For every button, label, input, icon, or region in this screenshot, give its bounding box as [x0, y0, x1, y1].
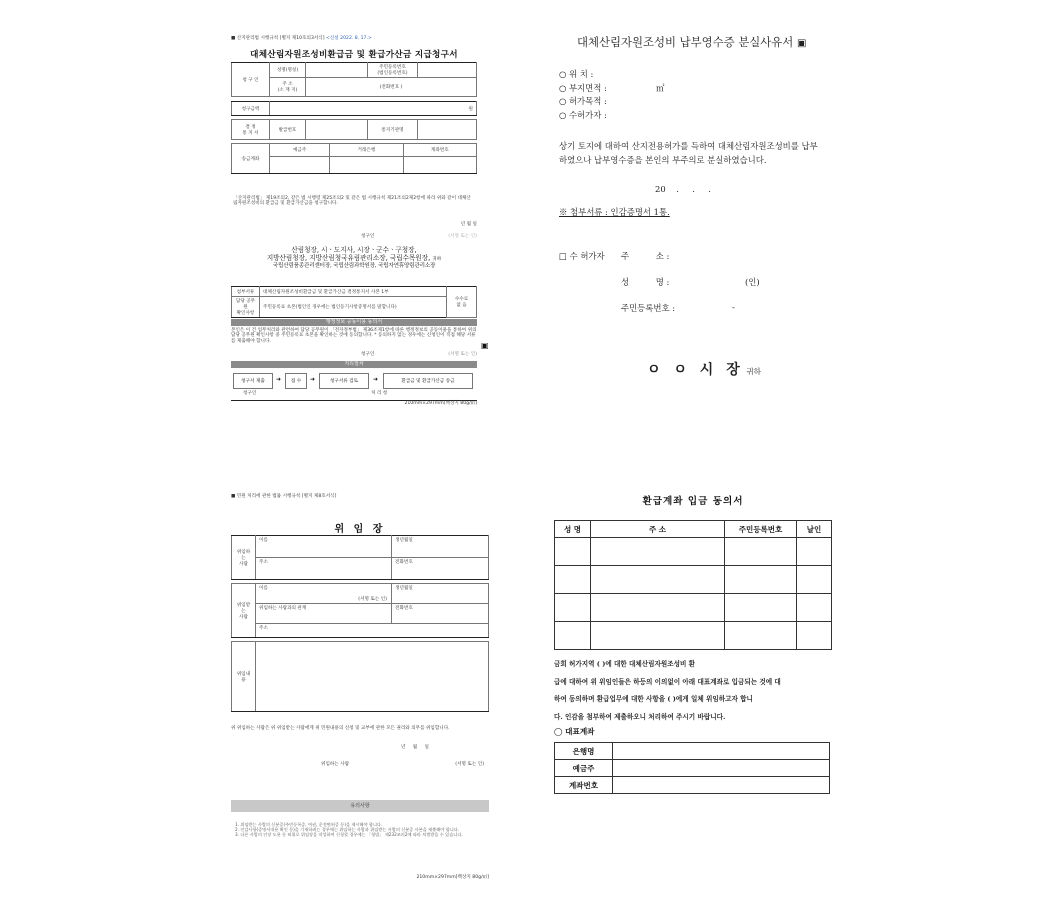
doc1-paper: 210mm×297mm[백상지 80g/㎡] — [231, 400, 477, 406]
doc1-claimant-label: 청 구 인 — [232, 63, 270, 97]
doc4-para-1: 금회 허가지역 ( )에 대한 대체산림자원조성비 환 — [554, 660, 696, 668]
doc3-paper: 210mm×297mm[백상지 80g/㎡] — [416, 875, 489, 880]
doc2-rrn-dash: - — [732, 302, 735, 312]
doc3-content-label: 위임내용 — [232, 642, 256, 712]
doc1-decision-table — [231, 119, 477, 140]
doc3-note-3: 3. 다른 사람의 인장 도용 등 허위로 위임장을 작성하여 신청할 경우에는 「형법」 제232조의2에 따라 처벌받을 수 있습니다. — [235, 831, 463, 837]
doc3-date-line: 년 월 일 — [401, 745, 429, 750]
doc1-bank-label: 거래은행 — [330, 144, 403, 157]
doc3-note-1: 1. 위임받는 사람의 신분증(주민등록증, 여권, 운전면허증 등)을 제시해야 합니다. — [235, 822, 383, 827]
doc4-account-table — [554, 742, 830, 794]
table-cell[interactable] — [797, 594, 832, 622]
doc1-amount-field[interactable]: 원 — [270, 102, 477, 116]
doc1-name-field[interactable] — [306, 63, 368, 78]
table-cell[interactable] — [725, 622, 797, 650]
doc1-amount-label: 청구금액 — [232, 102, 270, 116]
doc2-item-4: ○ 수허가자 : — [559, 110, 607, 120]
doc1-attach-label: 첨부서류 — [232, 287, 260, 297]
doc4-paragraph — [554, 656, 832, 726]
doc3-form — [231, 494, 489, 884]
doc3-notes-title: 유의사항 — [231, 800, 489, 812]
doc3-delegatee-name[interactable]: 이름 (서명 또는 인) — [256, 584, 392, 604]
doc1-verify-label: 담당 공무원 확인사항 — [232, 297, 260, 318]
doc4-rep-label: ◯ 대표계좌 — [554, 727, 595, 736]
doc1-form — [231, 36, 489, 406]
doc1-account-no-label: 계좌번호 — [403, 144, 476, 157]
table-cell[interactable] — [725, 538, 797, 566]
doc4-header-rrn: 주민등록번호 — [725, 521, 797, 538]
doc2-title: 대체산림자원조성비 납부영수증 분실사유서 ▣ — [577, 35, 807, 49]
doc4-account-no-field[interactable] — [613, 777, 830, 794]
table-cell[interactable] — [725, 594, 797, 622]
table-cell[interactable] — [591, 594, 725, 622]
doc3-delegatee-label: 위임받는 사람 — [232, 584, 256, 638]
doc1-name-label: 성명(명칭) — [270, 63, 306, 78]
arrow-right-icon: ➜ — [276, 376, 282, 383]
doc2-body-1: 상기 토지에 대하여 산지전용허가를 득하여 대체산림자원조성비를 납부 — [559, 141, 818, 151]
doc1-bank-field[interactable] — [330, 156, 403, 173]
doc2-mayor: ㅇ ㅇ 시 장 귀하 — [647, 362, 761, 378]
doc4-form — [554, 492, 832, 802]
doc3-note-2: 2. 인감사항(증명서내용 확인 등)을 기재하려는 경우에는 위임하는 사람과 위임받는 사람의 신분증 사본을 제출해야 합니다. — [235, 826, 460, 832]
doc1-consent-signer: 청구인 (서명 또는 인) — [361, 352, 477, 357]
doc1-recipient1: 산림청장, 시ㆍ도지사, 시장ㆍ군수ㆍ구청장, — [291, 246, 417, 254]
doc1-holder-field[interactable] — [270, 156, 330, 173]
table-cell[interactable] — [797, 566, 832, 594]
table-cell[interactable] — [555, 594, 591, 622]
doc1-consent-title: 행정정보 공동이용 동의서 — [231, 319, 477, 326]
doc1-fee-label: 수수료 없 음 — [447, 287, 477, 318]
table-cell[interactable] — [555, 622, 591, 650]
doc4-bank-label: 은행명 — [555, 743, 613, 760]
doc1-step-owner-left: 청구인 — [243, 391, 257, 396]
doc3-content-field[interactable] — [256, 642, 489, 712]
doc1-date-line: 년 월 일 — [460, 222, 477, 227]
doc4-signers-table — [554, 520, 832, 650]
doc4-holder-label: 예금주 — [555, 760, 613, 777]
doc3-delegator-label: 위임하는 사람 — [232, 536, 256, 580]
table-row — [555, 538, 832, 566]
doc1-phone-label[interactable]: (전화번호 ) — [306, 78, 477, 97]
doc3-notes — [235, 823, 485, 837]
doc1-recipients — [231, 246, 477, 270]
doc4-bank-field[interactable] — [613, 743, 830, 760]
doc1-holder-label: 예금주 — [270, 144, 330, 157]
doc3-delegatee-table — [231, 583, 489, 638]
doc1-attach-text: 대체산림자원조성비환급금 및 환급가산금 결정통지서 사본 1부 — [260, 287, 447, 297]
doc1-issue-no-label: 발급번호 — [270, 120, 306, 140]
doc3-statement: 위 위임하는 사람은 위 위임받는 사람에게 위 민원내용의 신청 및 교부에 관한 모든 권리와 의무를 위임합니다. — [231, 726, 450, 731]
table-cell[interactable] — [797, 538, 832, 566]
doc1-issue-no-field[interactable] — [306, 120, 368, 140]
table-cell[interactable] — [725, 566, 797, 594]
doc4-para-2: 급에 대하여 위 위임인들은 하등의 이의없이 아래 대표계좌로 입금되는 것에 대 — [554, 677, 781, 686]
doc1-consent-text: 본인은 이 건 업무처리와 관련하여 담당 공무원이 「전자정부법」 제36조제1항에 따른 행정정보의 공동이용을 통하여 위의 담당 공무원 확인사항 중 주민등록표 초본을 확인하는 것에 동의합니다. * 동의하지 않는 경우에는 신청인이 직접 해당 서류를 제출해야 합니다. — [231, 328, 477, 344]
doc4-header-seal: 날인 — [797, 521, 832, 538]
doc2-name-label: 성 명 : — [621, 277, 670, 287]
doc1-account-table — [231, 143, 477, 174]
table-cell[interactable] — [591, 622, 725, 650]
doc2-addr-label: 주 소 : — [621, 251, 670, 261]
doc3-relation[interactable]: 위임하는 사람과의 관계 — [256, 604, 392, 624]
doc1-process-title: 처리절차 — [231, 361, 477, 368]
doc3-delegatee-birth[interactable]: 생년월일 — [392, 584, 489, 604]
doc2-seal: (인) — [745, 277, 760, 287]
doc2-item-3: ○ 허가목적 : — [559, 96, 607, 106]
doc1-statement: 「산지관리법」 제19조의2, 같은 법 시행령 제25조의2 및 같은 법 시행규칙 제21조의2제2항에 따라 위와 같이 대체산림자원조성비의 환급금 및 환급가산금을 청구합니다. — [233, 196, 471, 207]
doc3-delegator-birth[interactable]: 생년월일 — [392, 536, 489, 558]
doc1-attach-table — [231, 286, 477, 318]
doc1-step-3: 청구서류 검토 — [319, 373, 369, 389]
doc1-step-2: 접 수 — [285, 373, 307, 389]
doc1-account-label: 송금계좌 — [232, 144, 270, 174]
arrow-right-icon: ➜ — [373, 376, 379, 383]
doc2-attach: ※ 첨부서류 : 인감증명서 1통. — [559, 207, 670, 217]
doc2-item-2: ○ 부지면적 : ㎡ — [559, 83, 665, 93]
doc1-title: 대체산림자원조성비환급금 및 환급가산금 지급청구서 — [250, 50, 458, 60]
doc1-id-field[interactable] — [418, 63, 477, 78]
table-cell[interactable] — [591, 538, 725, 566]
table-row — [555, 566, 832, 594]
doc1-signer-line: 청구인 (서명 또는 인) — [361, 234, 477, 239]
doc1-form-ref: ■ 산지관리법 시행규칙 [별지 제10호의3서식] <신설 2022. 8. 17.> — [231, 36, 372, 41]
doc1-address-label: 주 소 (소 재 지) — [270, 78, 306, 97]
doc4-header-name: 성 명 — [555, 521, 591, 538]
doc4-header-address: 주 소 — [591, 521, 725, 538]
arrow-right-icon: ➜ — [310, 376, 316, 383]
doc1-step-owner-right: 처 리 청 — [371, 391, 388, 396]
doc3-signer-line: 위임하는 사람 (서명 또는 인) — [321, 762, 484, 767]
doc3-delegator-address[interactable]: 주소 — [256, 558, 392, 580]
doc1-decision-label: 결 정 통 지 서 — [232, 120, 270, 140]
doc3-delegator-phone[interactable]: 전화번호 — [392, 558, 489, 580]
doc2-date: 20 . . . — [655, 184, 711, 194]
doc1-notice-field[interactable] — [418, 120, 477, 140]
doc1-recipient2: 지방산림청장, 지방산림청국유림관리소장, 국립수목원장, 귀하 — [266, 254, 442, 263]
doc2-form — [555, 28, 840, 388]
doc1-notice-label: 통지기관명 — [368, 120, 418, 140]
doc2-holder-label: □ 수 허가자 — [559, 251, 605, 261]
doc3-content-table — [231, 641, 489, 712]
doc3-title: 위 임 장 — [334, 524, 386, 535]
doc1-amount-table — [231, 101, 477, 116]
doc2-item-1: ○ 위 치 : — [559, 69, 594, 79]
doc1-step-4: 환급금 및 환급가산금 송금 — [383, 373, 473, 389]
doc4-para-4: 다. 인감을 첨부하여 제출하오니 처리하여 주시기 바랍니다. — [554, 712, 726, 721]
doc3-form-ref: ■ 민원 처리에 관한 법률 시행규칙 [별지 제8호서식] — [231, 494, 337, 499]
doc3-delegator-name[interactable]: 이름 — [256, 536, 392, 558]
doc1-id-label: 주민등록번호 (법인등록번호) — [368, 63, 418, 78]
doc2-rrn-label: 주민등록번호 : — [621, 303, 676, 313]
table-cell[interactable] — [797, 622, 832, 650]
table-cell[interactable] — [555, 566, 591, 594]
doc1-process-flow — [231, 370, 477, 396]
doc1-recipient3: 국립산림품종관리센터장, 국립산림과학원장, 국립자연휴양림관리소장 — [272, 262, 436, 269]
table-row — [555, 622, 832, 650]
doc4-holder-field[interactable] — [613, 760, 830, 777]
doc4-title: 환급계좌 입금 동의서 — [642, 496, 744, 507]
doc1-step-1: 청구서 제출 — [233, 373, 273, 389]
doc4-account-no-label: 계좌번호 — [555, 777, 613, 794]
doc3-delegatee-address[interactable]: 주소 — [256, 624, 489, 638]
doc1-claimant-table — [231, 62, 477, 97]
doc1-account-no-field[interactable] — [403, 156, 476, 173]
table-cell[interactable] — [591, 566, 725, 594]
table-row — [555, 594, 832, 622]
doc1-verify-text: 주민등록표 초본(법인인 경우에는 법인등기사항증명서를 말합니다) — [260, 297, 447, 318]
doc3-delegatee-phone[interactable]: 전화번호 — [392, 604, 489, 624]
doc4-para-3: 하여 동의하며 환급업무에 대한 사항을 ( )에게 일체 위임하고자 합니 — [554, 695, 753, 703]
table-cell[interactable] — [555, 538, 591, 566]
doc2-body-2: 하였으나 납부영수증을 본인의 부주의로 분실하였습니다. — [559, 155, 767, 165]
doc3-delegator-table — [231, 535, 489, 580]
doc1-marker: ▣ — [481, 341, 489, 350]
